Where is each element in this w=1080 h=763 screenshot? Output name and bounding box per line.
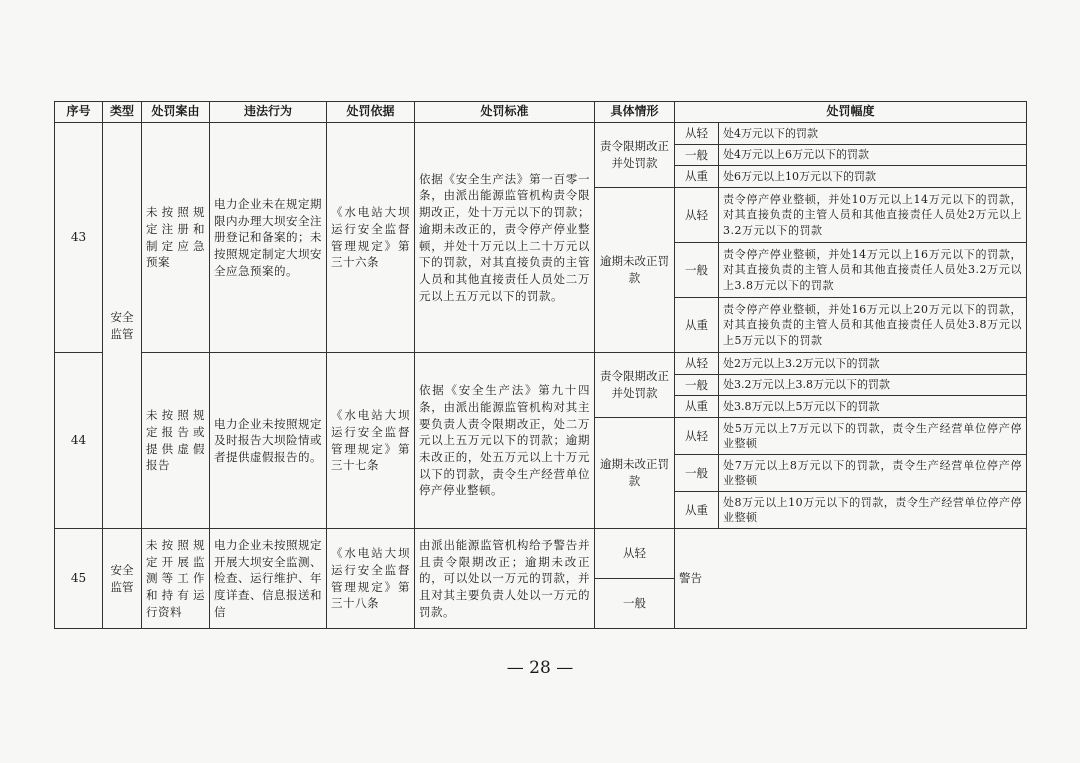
range-cell: 处4万元以上6万元以下的罚款 [719,144,1027,166]
level-cell: 一般 [675,144,719,166]
violation-cell: 电力企业未在规定期限内办理大坝安全注册登记和备案的；未按照规定制定大坝安全应急预案的。 [210,123,327,353]
basis-cell: 《水电站大坝运行安全监督管理规定》第三十八条 [327,529,415,629]
header-cell: 处罚幅度 [675,102,1027,123]
level-cell: 从重 [675,298,719,353]
level-cell: 一般 [675,374,719,396]
range-cell: 处8万元以上10万元以下的罚款，责令生产经营单位停产停业整顿 [719,492,1027,529]
level-cell: 从轻 [675,188,719,243]
level-cell: 从重 [675,396,719,418]
cause-cell: 未按照规定开展监测等工作和持有运行资料 [142,529,210,629]
range-cell: 处2万元以上3.2万元以下的罚款 [719,353,1027,375]
range-cell: 处3.2万元以上3.8万元以下的罚款 [719,374,1027,396]
range-cell: 处6万元以上10万元以下的罚款 [719,166,1027,188]
penalty-table [54,101,1027,629]
standard-cell: 由派出能源监管机构给予警告并且责令限期改正；逾期未改正的，可以处以一万元的罚款，并且对其主要负责人处以一万元的罚款。 [415,529,595,629]
level-cell: 从轻 [675,353,719,375]
category-cell: 安全监管 [103,123,142,529]
header-cell: 具体情形 [595,102,675,123]
situation-cell: 责令限期改正并处罚款 [595,123,675,188]
situation-cell: 逾期未改正罚款 [595,418,675,529]
level-cell: 从重 [675,166,719,188]
level-cell: 从轻 [595,529,675,579]
header-cell: 处罚案由 [142,102,210,123]
header-cell: 类型 [103,102,142,123]
level-cell: 从重 [675,492,719,529]
table-header-row [55,102,1027,123]
document-page [54,101,1026,619]
cause-cell: 未按照规定报告或提供虚假报告 [142,353,210,529]
range-cell: 责令停产停业整顿，并处14万元以上16万元以下的罚款，对其直接负责的主管人员和其他直接责任人员处3.2万元以上3.8万元以下的罚款 [719,243,1027,298]
row-number: 44 [55,353,103,529]
header-cell: 违法行为 [210,102,327,123]
range-cell: 警告 [675,529,1027,629]
level-cell: 一般 [675,455,719,492]
range-cell: 处3.8万元以上5万元以下的罚款 [719,396,1027,418]
basis-cell: 《水电站大坝运行安全监督管理规定》第三十七条 [327,353,415,529]
level-cell: 从轻 [675,418,719,455]
standard-cell: 依据《安全生产法》第一百零一条，由派出能源监管机构责令限期改正，处十万元以下的罚款；逾期未改正的，责令停产停业整顿，并处十万元以上二十万元以下的罚款，对其直接负责的主管人员和其他直接责任人员处二万元以上五万元以下的罚款。 [415,123,595,353]
row-number: 45 [55,529,103,629]
category-cell: 安全监管 [103,529,142,629]
cause-cell: 未按照规定注册和制定应急预案 [142,123,210,353]
standard-cell: 依据《安全生产法》第九十四条，由派出能源监管机构对其主要负责人责令限期改正，处二万元以上五万元以下的罚款；逾期未改正的，处五万元以上十万元以下的罚款，责令生产经营单位停产停业整顿。 [415,353,595,529]
level-cell: 从轻 [675,123,719,145]
violation-cell: 电力企业未按照规定开展大坝安全监测、检查、运行维护、年度详查、信息报送和信 [210,529,327,629]
header-cell: 序号 [55,102,103,123]
situation-cell: 逾期未改正罚款 [595,188,675,353]
table-row [55,353,1027,375]
row-number: 43 [55,123,103,353]
header-cell: 处罚依据 [327,102,415,123]
range-cell: 处4万元以下的罚款 [719,123,1027,145]
page-number: — 28 — [506,658,574,678]
range-cell: 处5万元以上7万元以下的罚款，责令生产经营单位停产停业整顿 [719,418,1027,455]
situation-cell: 责令限期改正并处罚款 [595,353,675,418]
violation-cell: 电力企业未按照规定及时报告大坝险情或者提供虚假报告的。 [210,353,327,529]
level-cell: 一般 [675,243,719,298]
level-cell: 一般 [595,579,675,629]
basis-cell: 《水电站大坝运行安全监督管理规定》第三十六条 [327,123,415,353]
range-cell: 责令停产停业整顿，并处16万元以上20万元以下的罚款，对其直接负责的主管人员和其他直接责任人员处3.8万元以上5万元以下的罚款 [719,298,1027,353]
range-cell: 处7万元以上8万元以下的罚款，责令生产经营单位停产停业整顿 [719,455,1027,492]
table-row [55,123,1027,145]
table-row [55,529,1027,579]
header-cell: 处罚标准 [415,102,595,123]
range-cell: 责令停产停业整顿，并处10万元以上14万元以下的罚款，对其直接负责的主管人员和其他直接责任人员处2万元以上3.2万元以下的罚款 [719,188,1027,243]
